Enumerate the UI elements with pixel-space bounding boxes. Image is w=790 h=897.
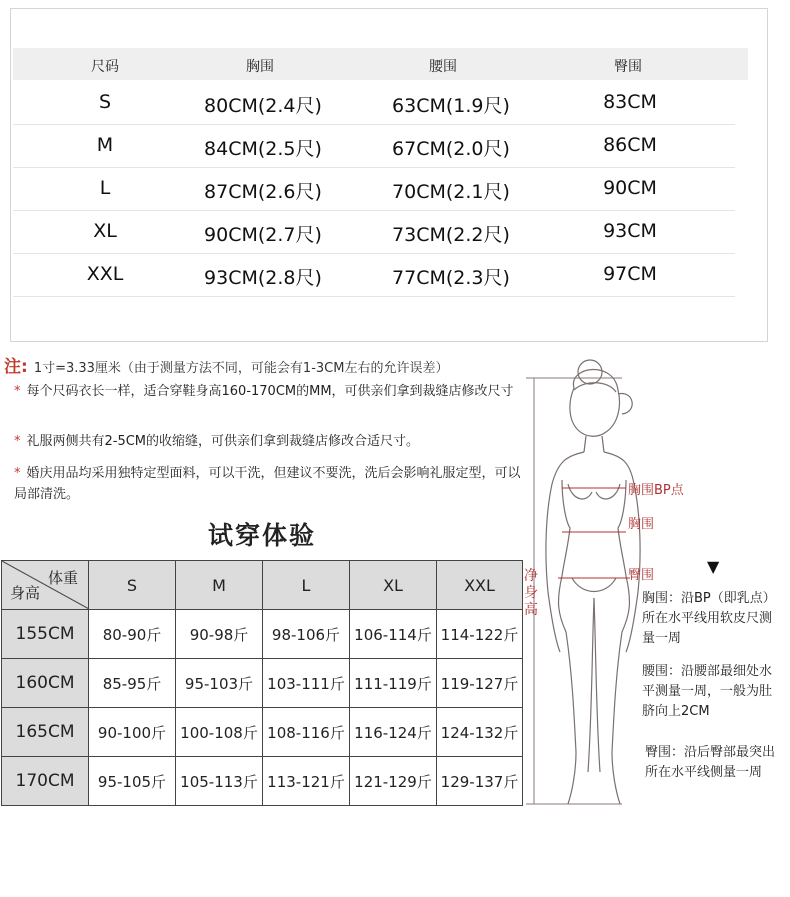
trial-cell: 121-129斤 [350,757,437,806]
label-hip: 臀围 [628,568,655,583]
trial-cell: 116-124斤 [350,708,437,757]
trial-cell: 95-105斤 [89,757,176,806]
header-waist: 腰围 [429,59,457,75]
trial-cell: 98-106斤 [263,610,350,659]
bust-cell: 84CM(2.5尺) [204,138,322,160]
bust-cell: 93CM(2.8尺) [204,267,322,289]
waist-cell: 70CM(2.1尺) [392,181,510,203]
trial-cell: 108-116斤 [263,708,350,757]
note-item-text: 每个尺码衣长一样，适合穿鞋身高160-170CM的MM，可供亲们拿到裁缝店修改尺寸 [26,384,514,399]
waist-cell: 77CM(2.3尺) [392,267,510,289]
waist-cell: 67CM(2.0尺) [392,138,510,160]
desc-bust: 胸围：沿BP（即乳点）所在水平线用软皮尺测量一周 [642,591,776,646]
waist-cell: 73CM(2.2尺) [392,224,510,246]
bust-cell: 80CM(2.4尺) [204,95,322,117]
note-item [14,431,526,452]
trial-cell: 105-113斤 [176,757,263,806]
desc-waist: 腰围：沿腰部最细处水平测量一周，一般为肚脐向上2CM [642,664,773,719]
corner-height-label: 身高 [10,584,41,602]
note-main [4,352,448,377]
trial-table [1,560,523,806]
size-cell: S [98,91,112,113]
hip-cell: 93CM [603,220,657,242]
down-arrow-icon: ▼ [707,557,720,576]
note-item-text: 礼服两侧共有2-5CM的收缩缝，可供亲们拿到裁缝店修改合适尺寸。 [26,434,420,449]
size-cell: M [96,134,114,156]
trial-col-header: M [176,561,263,610]
trial-cell: 129-137斤 [437,757,523,806]
bust-cell: 90CM(2.7尺) [204,224,322,246]
size-chart-header [13,48,748,80]
trial-height-cell: 170CM [2,757,89,806]
size-cell: L [99,177,111,199]
trial-row [2,610,523,659]
trial-col-header: S [89,561,176,610]
trial-cell: 80-90斤 [89,610,176,659]
header-size: 尺码 [91,59,119,75]
trial-row [2,708,523,757]
trial-cell: 103-111斤 [263,659,350,708]
trial-cell: 90-98斤 [176,610,263,659]
bust-cell: 87CM(2.6尺) [204,181,322,203]
trial-cell: 119-127斤 [437,659,523,708]
trial-height-cell: 165CM [2,708,89,757]
hip-cell: 83CM [603,91,657,113]
note-prefix: 注: [4,357,28,377]
trial-cell: 100-108斤 [176,708,263,757]
trial-cell: 111-119斤 [350,659,437,708]
size-cell: XL [93,220,117,242]
hip-cell: 90CM [603,177,657,199]
trial-corner-cell [2,561,89,610]
header-hip: 臀围 [614,59,642,75]
corner-weight-label: 体重 [47,569,78,587]
trial-cell: 113-121斤 [263,757,350,806]
trial-col-header: XXL [437,561,523,610]
label-waist: 胸围 [628,517,655,532]
trial-height-cell: 155CM [2,610,89,659]
trial-header-row [2,561,523,610]
trial-col-header: XL [350,561,437,610]
header-bust: 胸围 [246,59,274,75]
trial-cell: 95-103斤 [176,659,263,708]
label-net-height: 净身高 [524,568,538,618]
note-main-text: 1寸=3.33厘米（由于测量方法不同，可能会有1-3CM左右的允许误差） [33,361,449,376]
trial-row [2,757,523,806]
note-item [14,463,526,505]
size-row [13,210,735,254]
trial-height-cell: 160CM [2,659,89,708]
trial-row [2,659,523,708]
size-row [13,124,735,168]
star-icon: * [14,384,21,399]
trial-cell: 85-95斤 [89,659,176,708]
trial-cell: 114-122斤 [437,610,523,659]
hip-cell: 86CM [603,134,657,156]
label-bust-bp: 胸围BP点 [628,483,684,498]
size-cell: XXL [86,263,124,285]
trial-col-header: L [263,561,350,610]
hip-cell: 97CM [603,263,657,285]
size-row [13,167,735,211]
size-row [13,81,735,125]
note-item-text: 婚庆用品均采用独特定型面料，可以干洗，但建议不要洗，洗后会影响礼服定型，可以局部清洗。 [14,466,521,502]
note-item [14,381,526,402]
star-icon: * [14,434,21,449]
trial-cell: 124-132斤 [437,708,523,757]
waist-cell: 63CM(1.9尺) [392,95,510,117]
size-row [13,253,735,297]
star-icon: * [14,466,21,481]
trial-title: 试穿体验 [208,521,317,550]
trial-cell: 90-100斤 [89,708,176,757]
desc-hip: 臀围：沿后臀部最突出所在水平线侧量一周 [645,745,776,780]
trial-cell: 106-114斤 [350,610,437,659]
